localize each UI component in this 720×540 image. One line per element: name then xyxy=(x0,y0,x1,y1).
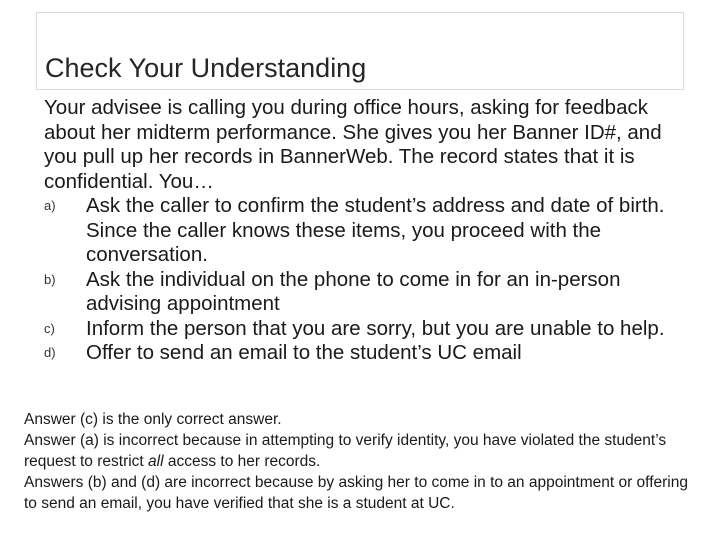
option-a xyxy=(44,194,684,268)
explanation-a-part2: access to her records. xyxy=(163,453,321,470)
answer-block xyxy=(24,409,704,514)
option-text: Inform the person that you are sorry, but you are unable to help. xyxy=(86,316,665,340)
explanation-a xyxy=(24,430,704,472)
question-block xyxy=(44,96,684,366)
correct-answer-text: Answer (c) is the only correct answer. xyxy=(24,411,282,428)
option-marker: c) xyxy=(44,320,55,336)
option-b xyxy=(44,268,684,317)
option-c xyxy=(44,317,684,342)
option-text: Ask the individual on the phone to come in for an in-person advising appointment xyxy=(86,267,621,315)
slide-title: Check Your Understanding xyxy=(45,53,367,83)
explanation-bd: Answers (b) and (d) are incorrect because by asking her to come in to an appointment or offering to send an email, you have verified that she is a student at UC. xyxy=(24,474,688,512)
option-list xyxy=(44,194,684,366)
option-marker: b) xyxy=(44,271,56,287)
option-text: Offer to send an email to the student’s UC email xyxy=(86,341,522,364)
explanation-a-part1: Answer (a) is incorrect because in attempting to verify identity, you have violated the student’s request to restrict xyxy=(24,432,667,470)
option-marker: a) xyxy=(44,198,56,213)
question-text: Your advisee is calling you during office hours, asking for feedback about her midterm performance. She gives you her Banner ID#, and you pull up her records in BannerWeb. The record states that it is confidential. You… xyxy=(44,96,662,193)
option-text: Ask the caller to confirm the student’s address and date of birth. Since the caller knows these items, you proceed with the conversation. xyxy=(86,194,665,266)
title-frame xyxy=(36,12,684,90)
option-marker: d) xyxy=(44,345,56,360)
option-d xyxy=(44,341,684,366)
explanation-a-emphasis: all xyxy=(148,453,164,470)
